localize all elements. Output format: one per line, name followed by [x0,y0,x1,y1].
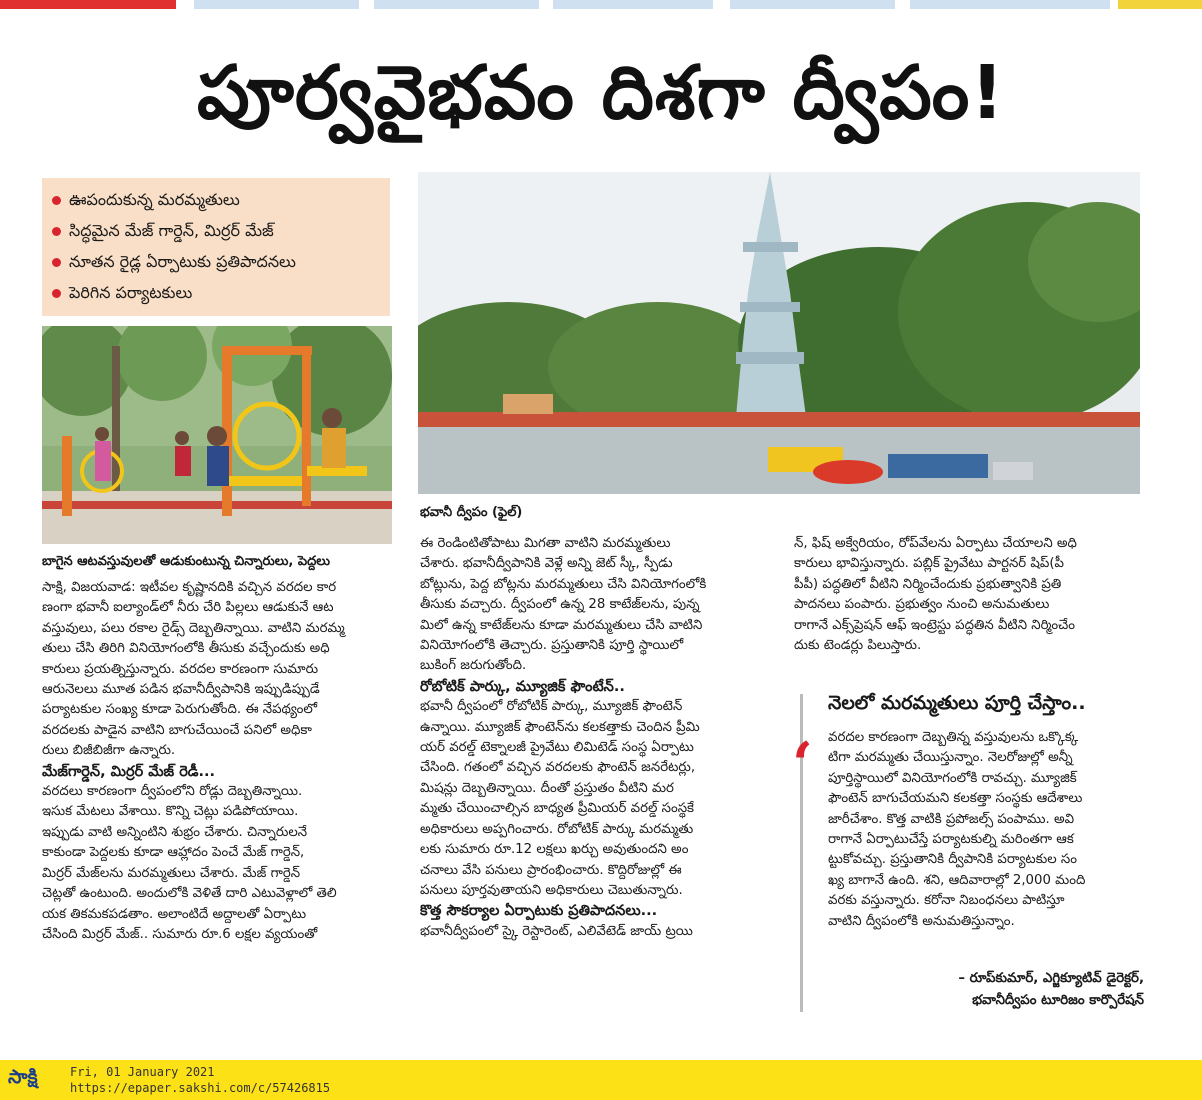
paragraph-line: చెట్లతో ఉంటుంది. అందులోకి వెళితే దారి ఎటువెళ్లాలో తెలి [42,886,337,902]
subheading-new-facilities: కొత్త సౌకర్యాల ఏర్పాటుకు ప్రతిపాదనలు... [420,903,658,920]
bullet-icon [52,289,61,298]
paragraph-line: వరకు వస్తున్నారు. కరోనా నిబంధనలు పాటిస్తూ [828,893,1065,909]
paragraph-line: రులు బిజీబిజీగా ఉన్నారు. [42,743,176,759]
paragraph-line: ఆరునెలలు మూత పడిన భవానీద్వీపానికి ఇప్పుడిప్పుడే [42,682,320,698]
quote-icon: ‘ [792,730,813,800]
paragraph-line: వినియోగంలోకి తెచ్చారు. ప్రస్తుతానికి పూర్తి స్థాయిలో [420,638,684,654]
paragraph-line: న్, ఫిష్ అక్వేరియం, రోప్‌వేలను ఏర్పాటు చేయాలని అధి [794,536,1077,551]
paragraph-line: తీసుకు వచ్చారు. ద్వీపంలో ఉన్న 28 కాటేజ్‌లను, పున్న [420,597,700,613]
subheading-robotic-park: రోబోటిక్ పార్కు, మ్యూజిక్ ఫౌంటేన్.. [420,678,625,695]
paragraph-line: ఈ రెండింటితోపాటు మిగతా వాటిని మరమ్మతులు [420,536,671,551]
paragraph-line: రాగానే ఏర్పాటుచేస్తే పర్యాటకుల్ని మరింతగా ఆక [828,832,1074,848]
paragraph-line: వరదలు కారణంగా ద్వీపంలోని రోడ్లు దెబ్బతిన్నాయి. [42,784,303,800]
attribution-line: – రూప్‌కుమార్, ఎగ్జిక్యూటివ్ డైరెక్టర్, [958,971,1144,986]
pullquote-body [828,728,1144,932]
paragraph-line: ణంగా భవానీ ఐల్యాండ్‌లో నీరు చేరి పిల్లలు ఆడుకునే ఆట [42,600,334,616]
paragraph-line: వాటిని ద్వీపంలోకి అనుమతిస్తున్నాం. [828,913,1015,929]
paragraph-line: మిలో ఉన్న కాటేజ్‌లను కూడా మరమ్మతులు చేసి వాటిని [420,617,703,633]
paragraph-line: వస్తువులు, పలు రకాల రైడ్స్ దెబ్బతిన్నాయి. వాటిని మరమ్మ [42,620,345,636]
paragraph-line: బుకింగ్ జరుగుతోంది. [420,658,527,674]
paragraph-line: పర్యాటకుల సంఖ్య కూడా పెరుగుతోంది. ఈ నేపథ్యంలో [42,702,318,718]
paragraph-line: జారీచేశాం. కొత్త వాటికి ప్రపోజల్స్ పంపాము. అవి [828,811,1075,827]
highlights-box [42,178,390,316]
highlight-item: నూతన రైడ్ల ఏర్పాటుకు ప్రతిపాదనలు [52,246,380,277]
paragraph-line: అధికారులు అప్పగించారు. రోబోటిక్ పార్కు మరమ్మతు [420,821,694,837]
sakshi-logo[interactable]: సాక్షి [8,1066,38,1088]
attribution [828,968,1144,1012]
attribution-line: భవానీద్వీపం టూరిజం కార్పొరేషన్ [972,993,1144,1008]
paragraph-line: తులు చేసి తిరిగి వినియోగంలోకి తీసుకు వచ్చేందుకు అధి [42,641,330,657]
paragraph-line: ఉన్నాయి. మ్యూజిక్ ఫౌంటెన్‌ను కలకత్తాకు చెందిన ప్రీమి [420,719,700,735]
pullquote-title: నెలలో మరమ్మతులు పూర్తి చేస్తాం.. [828,692,1086,714]
paragraph-line: యక తికమకపడతాం. అలాంటిదే అద్దాలతో ఏర్పాటు [42,906,307,922]
paragraph-line: భవానీద్వీపంలో స్కై రెస్టారెంట్, ఎలివేటెడ్ జాయ్ ట్రయి [420,923,693,939]
paragraph-line: లకు సుమారు రూ.12 లక్షలు ఖర్చు అవుతుందని అం [420,842,689,858]
paragraph-line: చేసింది. గతంలో వచ్చిన వరదలకు ఫౌంటెన్ జనరేటర్లు, [420,760,696,776]
paragraph-line: కారులు భావిస్తున్నారు. పబ్లిక్ ప్రైవేటు పార్టనర్ షిప్(పీ [794,556,1064,572]
paragraph-line: ఫౌంటెన్ బాగుచేయమని కలకత్తా సంస్థకు ఆదేశాలు [828,791,1083,807]
paragraph-line: పూర్తిస్థాయిలో వినియోగంలోకి రావచ్చు. మ్యూజిక్ [828,770,1077,786]
paragraph-line: కాకుండా పెద్దలకు కూడా ఆహ్లాదం పెంచే మేజ్ గార్డెన్, [42,845,305,861]
paragraph-line: కారులు ప్రయత్నిస్తున్నారు. వరదల కారణంగా సుమారు [42,661,319,677]
paragraph-line: భవానీ ద్వీపంలో రోబోటిక్ పార్కు, మ్యూజిక్ ఫౌంటెన్ [420,699,683,715]
island-photo-caption: భవానీ ద్వీపం (ఫైల్) [420,505,523,520]
paragraph-line: మ్మతు చేయించాల్సిన బాధ్యత ప్రీమియర్ వరల్డ్ సంస్థకే [420,801,694,817]
paragraph-line: ఇసుక మేటలు వేశాయి. కొన్ని చెట్లు పడిపోయాయి. [42,804,299,820]
bullet-icon [52,227,61,236]
paragraph-line: వరదల కారణంగా దెబ్బతిన్న వస్తువులను ఒక్కొక్క [828,730,1079,745]
paragraph-line: చేసింది మిర్రర్ మేజ్.. సుమారు రూ.6 లక్షల వ్యయంతో [42,926,318,942]
article-column-3 [794,534,1144,656]
bullet-icon [52,258,61,267]
paragraph-line: ట్టుకోవచ్చు. ప్రస్తుతానికి ద్వీపానికి పర్యాటకుల సం [828,852,1077,868]
playground-photo-caption: బాగైన ఆటవస్తువులతో ఆడుకుంటున్న చిన్నారులు, పెద్దలు [42,554,331,569]
paragraph-line: టిగా మరమ్మతు చేయిస్తున్నాం. నెలరోజుల్లో అన్నీ [828,750,1073,766]
article-column-2 [420,534,776,942]
paragraph-line: పీపీ) పద్ధతిలో వీటిని నిర్మించేందుకు ప్రభుత్వానికి ప్రతి [794,576,1062,592]
highlight-item: పెరిగిన పర్యాటకులు [52,277,380,308]
paragraph-line: ఇప్పుడు వాటి అన్నింటిని శుభ్రం చేశారు. చిన్నారులనే [42,824,308,840]
subheading-maze-garden: మేజ్‌గార్డెన్, మిర్రర్ మేజ్ రెడీ... [42,763,216,780]
paragraph-line: చనాలు వేసి పనులు ప్రారంభించారు. కొద్దిరోజుల్లో ఈ [420,862,682,878]
headline: పూర్వవైభవం దిశగా ద్వీపం! [196,50,1005,136]
paragraph-line: మిషన్లు దెబ్బతిన్నాయి. దీంతో ప్రస్తుతం వీటిని మర [420,780,674,796]
playground-photo [42,326,392,544]
edition-date: Fri, 01 January 2021 [70,1065,215,1079]
paragraph-line: బోట్లును, పెద్ద బోట్లను మరమ్మతులు చేసి వినియోగంలోకి [420,576,707,592]
paragraph-line: సాక్షి, విజయవాడ: ఇటీవల కృష్ణానదికి వచ్చిన వరదల కార [42,580,337,595]
bhavani-island-photo [418,172,1140,494]
highlight-item: సిద్ధమైన మేజ్ గార్డెన్, మిర్రర్ మేజ్ [52,215,380,246]
paragraph-line: మిర్రర్ మేజ్‌లను మరమ్మతులు చేశారు. మేజ్ గార్డెన్ [42,865,301,881]
highlight-item: ఊపందుకున్న మరమ్మతులు [52,184,380,215]
paragraph-line: ఖ్య బాగానే ఉంది. శని, ఆదివారాల్లో 2,000 మంది [828,872,1086,888]
paragraph-line: వరదలకు పాడైన వాటిని బాగుచేయించే పనిలో అధికా [42,722,312,738]
paragraph-line: యర్ వరల్డ్ టెక్నాలజీ ప్రైవేటు లిమిటెడ్ సంస్థ ఏర్పాటు [420,740,694,756]
paragraph-line: రాగానే ఎక్స్‌ప్రెషన్ ఆఫ్ ఇంట్రెస్టు పద్ధతిన వీటిని నిర్మించేం [794,617,1076,633]
top-color-strip [0,0,1202,10]
paragraph-line: దుకు టెండర్లు పిలుస్తారు. [794,638,922,654]
paragraph-line: పాదనలు పంపారు. ప్రభుత్వం నుంచి అనుమతులు [794,597,1050,613]
article-column-1 [42,578,394,945]
footer-bar [0,1060,1202,1100]
paragraph-line: చేశారు. భవానీద్వీపానికి వెళ్లే అన్ని జెట్ స్కీ, స్పీడు [420,556,673,572]
epaper-link[interactable]: https://epaper.sakshi.com/c/57426815 [70,1081,331,1095]
paragraph-line: పనులు పూర్తవుతాయని అధికారులు చెబుతున్నారు. [420,882,683,898]
bullet-icon [52,196,61,205]
